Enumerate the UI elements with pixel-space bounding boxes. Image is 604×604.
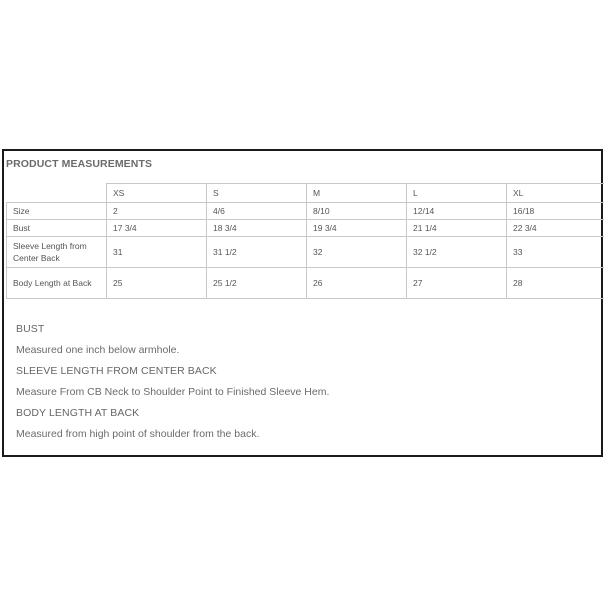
table-cell: 25 xyxy=(107,268,207,299)
table-corner-cell xyxy=(7,184,107,203)
column-header-s: S xyxy=(207,184,307,203)
row-label-bust: Bust xyxy=(7,220,107,237)
table-cell: 27 xyxy=(407,268,507,299)
table-cell: 16/18 xyxy=(507,203,604,220)
table-cell: 28 xyxy=(507,268,604,299)
size-chart-table xyxy=(6,183,604,299)
table-cell: 31 1/2 xyxy=(207,237,307,268)
table-row xyxy=(7,220,604,237)
table-cell: 12/14 xyxy=(407,203,507,220)
table-cell: 21 1/4 xyxy=(407,220,507,237)
table-cell: 18 3/4 xyxy=(207,220,307,237)
note-text-body-length: Measured from high point of shoulder from the back. xyxy=(16,428,260,440)
measurements-panel xyxy=(2,149,603,457)
table-cell: 8/10 xyxy=(307,203,407,220)
column-header-xl: XL xyxy=(507,184,604,203)
panel-title: PRODUCT MEASUREMENTS xyxy=(6,158,153,170)
table-cell: 26 xyxy=(307,268,407,299)
note-text-sleeve-length: Measure From CB Neck to Shoulder Point to Finished Sleeve Hem. xyxy=(16,386,330,398)
column-header-l: L xyxy=(407,184,507,203)
table-row xyxy=(7,237,604,268)
row-label-sleeve-length: Sleeve Length from Center Back xyxy=(7,237,107,268)
column-header-m: M xyxy=(307,184,407,203)
note-heading-body-length: BODY LENGTH AT BACK xyxy=(16,407,140,419)
column-header-xs: XS xyxy=(107,184,207,203)
table-cell: 25 1/2 xyxy=(207,268,307,299)
table-header-row xyxy=(7,184,604,203)
table-cell: 31 xyxy=(107,237,207,268)
note-heading-sleeve-length: SLEEVE LENGTH FROM CENTER BACK xyxy=(16,365,217,377)
table-cell: 22 3/4 xyxy=(507,220,604,237)
note-text-bust: Measured one inch below armhole. xyxy=(16,344,180,356)
row-label-size: Size xyxy=(7,203,107,220)
row-label-body-length: Body Length at Back xyxy=(7,268,107,299)
measurement-notes xyxy=(16,322,329,448)
table-cell: 19 3/4 xyxy=(307,220,407,237)
table-cell: 17 3/4 xyxy=(107,220,207,237)
table-cell: 32 1/2 xyxy=(407,237,507,268)
note-heading-bust: BUST xyxy=(16,323,45,335)
table-cell: 4/6 xyxy=(207,203,307,220)
table-row xyxy=(7,203,604,220)
table-cell: 2 xyxy=(107,203,207,220)
table-cell: 32 xyxy=(307,237,407,268)
table-row xyxy=(7,268,604,299)
table-cell: 33 xyxy=(507,237,604,268)
